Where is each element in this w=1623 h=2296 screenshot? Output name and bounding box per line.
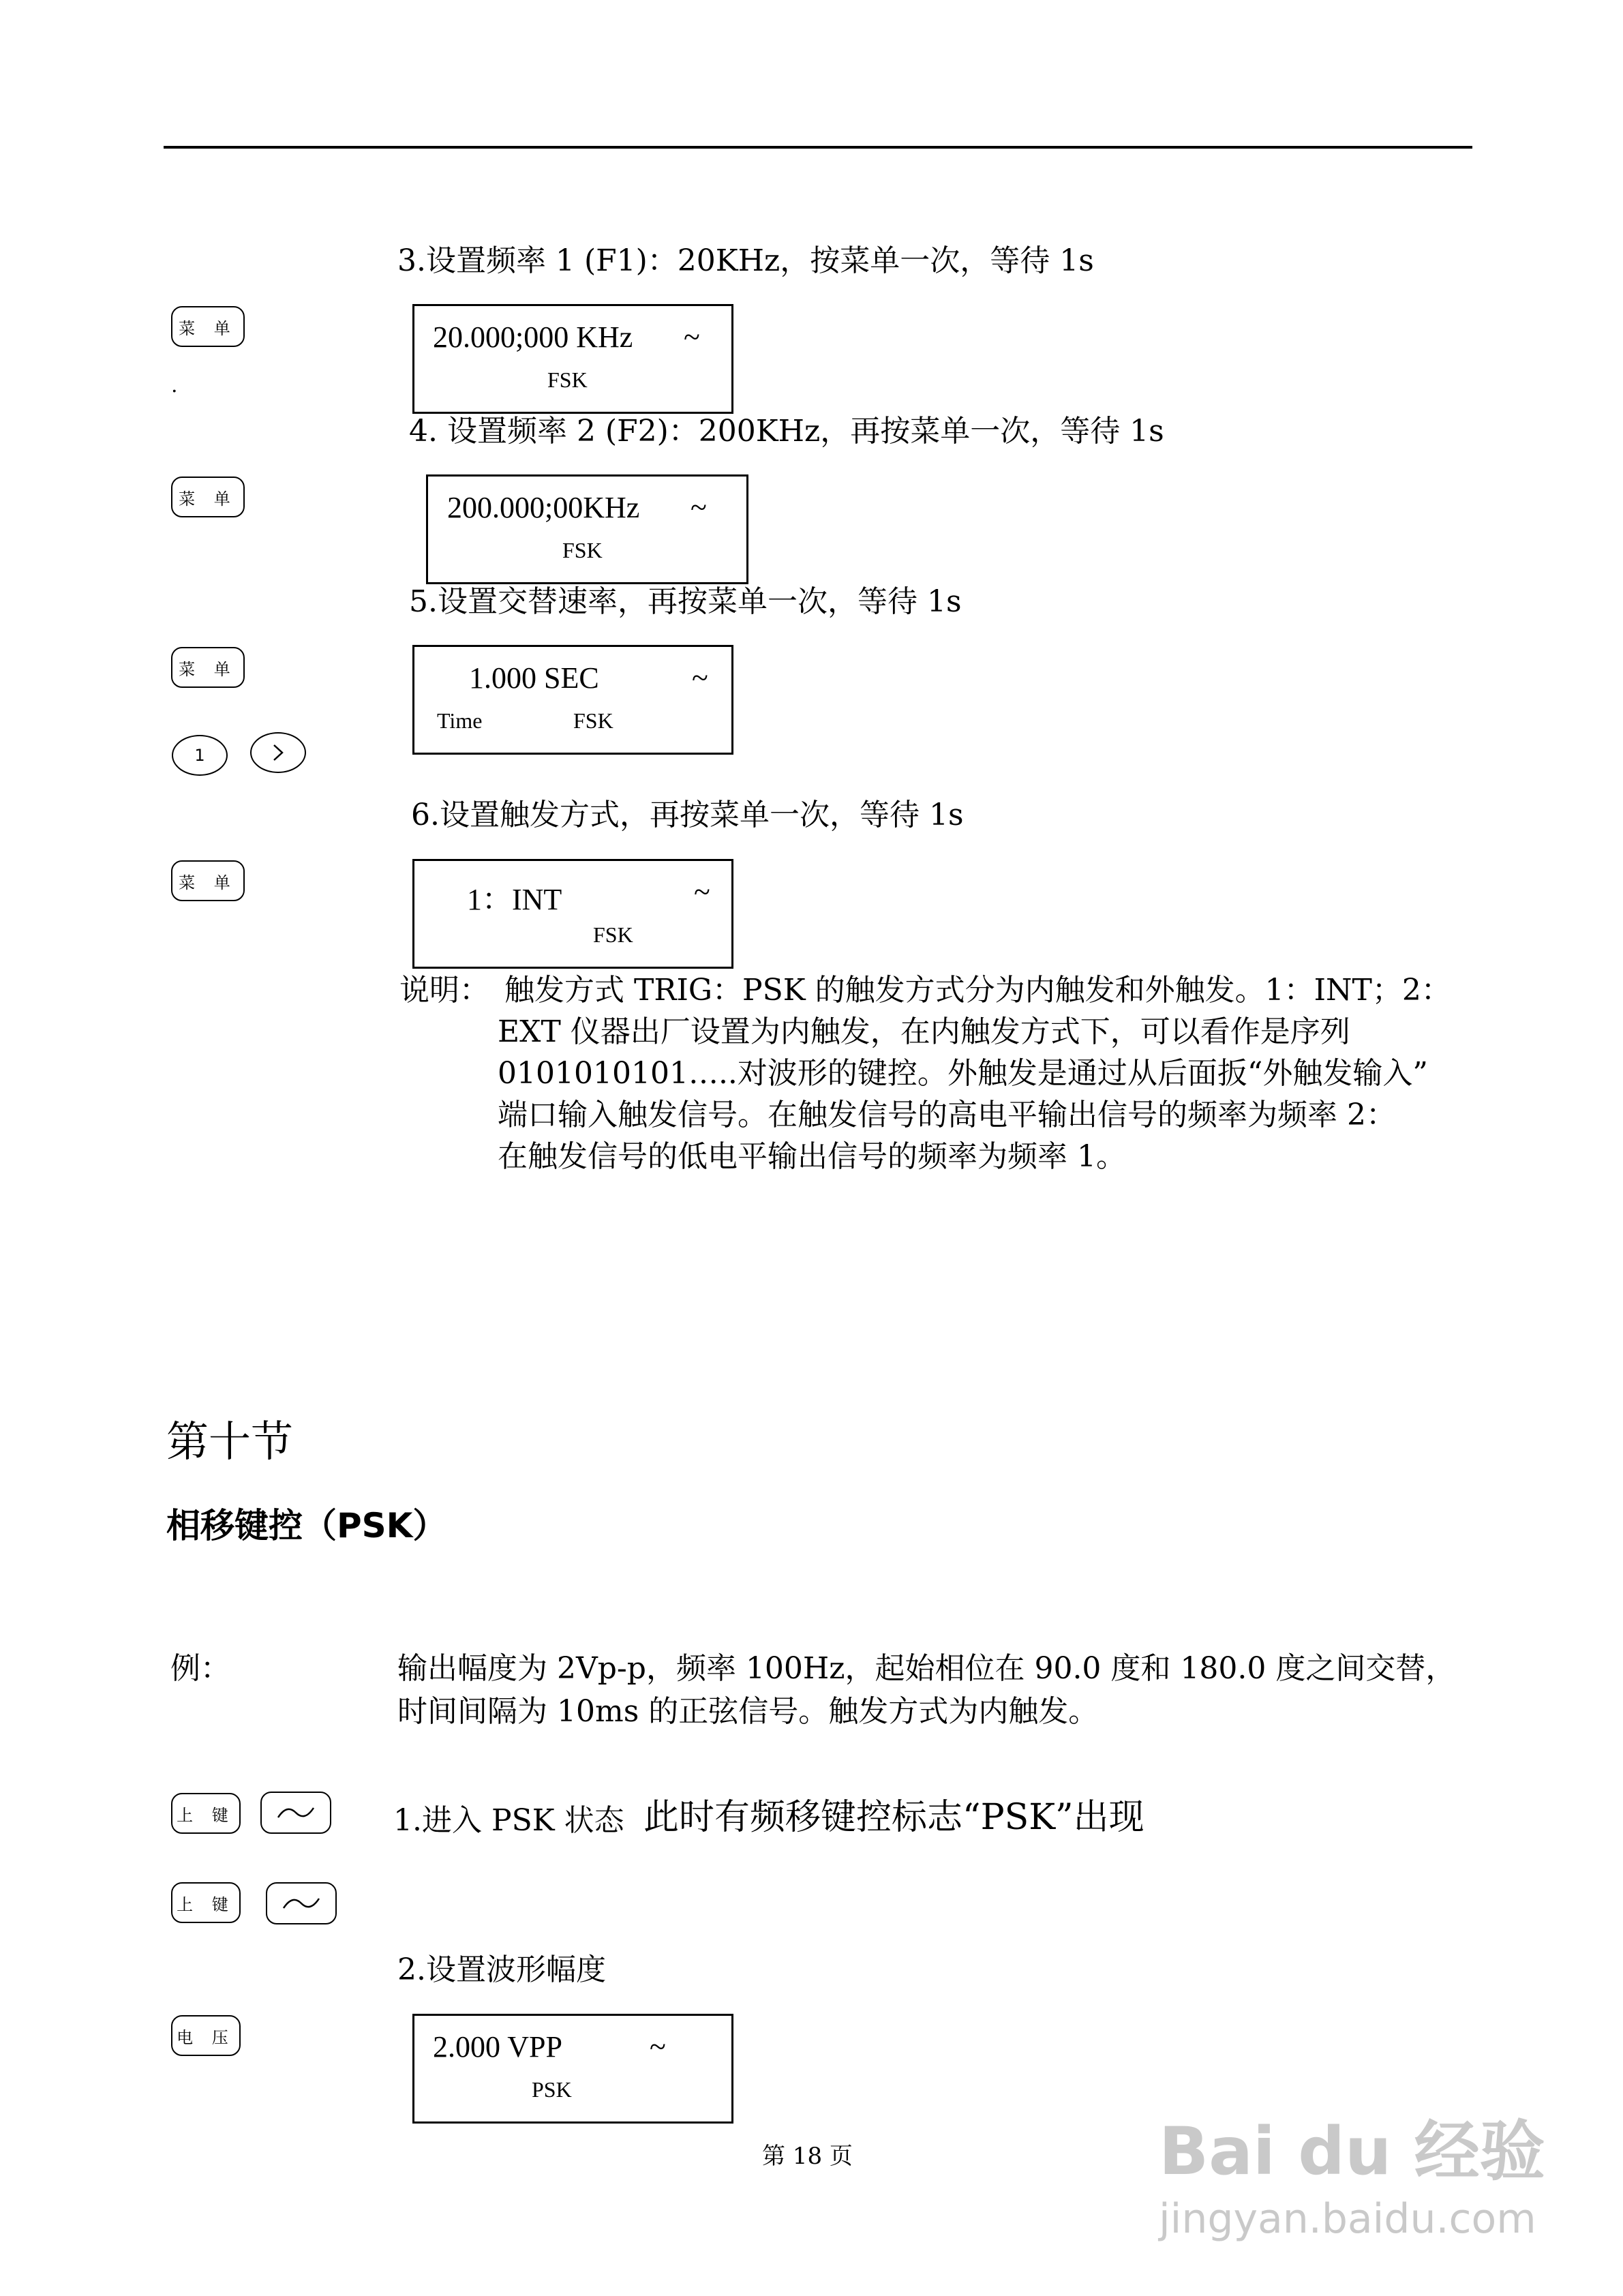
- page-number: 第 18 页: [762, 2143, 853, 2170]
- lcd-tilde: ~: [684, 320, 700, 354]
- step-3-text: 3.设置频率 1 (F1)：20KHz，按菜单一次，等待 1s: [397, 243, 1094, 278]
- lcd-line1: 2.000 VPP: [433, 2030, 562, 2064]
- lcd-line1: 1：INT: [467, 883, 562, 916]
- psk-step-2-text: 2.设置波形幅度: [397, 1952, 606, 1987]
- menu-key[interactable]: 菜 单: [171, 647, 245, 688]
- stray-dot: .: [171, 374, 178, 397]
- lcd-tilde: ~: [691, 491, 707, 524]
- sine-wave-key[interactable]: [266, 1882, 337, 1924]
- shift-key[interactable]: 上 键: [171, 1882, 241, 1923]
- lcd-tilde: ~: [692, 661, 708, 695]
- lcd-display-trigger: [412, 859, 733, 969]
- note-line-2: EXT 仪器出厂设置为内触发，在内触发方式下，可以看作是序列: [498, 1014, 1350, 1049]
- right-arrow-key[interactable]: [250, 732, 306, 773]
- lcd-tilde: ~: [650, 2030, 666, 2064]
- lcd-tilde: ~: [694, 875, 710, 909]
- sine-wave-key[interactable]: [260, 1792, 331, 1834]
- section-subtitle: 相移键控（PSK）: [166, 1506, 447, 1545]
- shift-key[interactable]: 上 键: [171, 1793, 241, 1834]
- example-label: 例：: [170, 1651, 230, 1686]
- lcd-line2: FSK: [593, 922, 633, 947]
- lcd-display-amplitude: [412, 2014, 733, 2124]
- step-4-text: 4. 设置频率 2 (F2)：200KHz，再按菜单一次，等待 1s: [409, 414, 1164, 449]
- example-line-2: 时间间隔为 10ms 的正弦信号。触发方式为内触发。: [397, 1694, 1099, 1729]
- voltage-key[interactable]: 电 压: [171, 2015, 241, 2056]
- chevron-right-icon: [271, 743, 285, 762]
- lcd-line2-left: Time: [437, 708, 483, 733]
- baidu-watermark-logo: Bai du 经验: [1159, 2113, 1545, 2190]
- psk-step-1-text: 1.进入 PSK 状态: [393, 1803, 624, 1838]
- lcd-display-rate: [412, 645, 733, 755]
- baidu-watermark-url: jingyan.baidu.com: [1159, 2195, 1536, 2243]
- lcd-display-f2: [426, 474, 748, 584]
- note-line-5: 在触发信号的低电平输出信号的频率为频率 1。: [498, 1139, 1126, 1174]
- lcd-line2: FSK: [562, 538, 603, 562]
- header-rule: [164, 146, 1472, 149]
- step-5-text: 5.设置交替速率，再按菜单一次，等待 1s: [409, 584, 962, 619]
- lcd-line2: PSK: [532, 2077, 572, 2102]
- lcd-line1: 1.000 SEC: [469, 661, 599, 695]
- lcd-line2: FSK: [547, 367, 588, 392]
- sine-wave-icon: [275, 1802, 316, 1823]
- menu-key[interactable]: 菜 单: [171, 306, 245, 347]
- lcd-line1: 20.000;000 KHz: [433, 320, 633, 354]
- step-6-text: 6.设置触发方式，再按菜单一次，等待 1s: [411, 798, 964, 832]
- menu-key[interactable]: 菜 单: [171, 860, 245, 901]
- lcd-line1: 200.000;00KHz: [447, 491, 640, 524]
- section-title: 第十节: [166, 1417, 294, 1466]
- lcd-line2-right: FSK: [573, 708, 613, 733]
- psk-step-1-note: 此时有频移键控标志“PSK”出现: [643, 1797, 1144, 1838]
- sine-wave-icon: [281, 1893, 322, 1914]
- note-label: 说明：: [399, 973, 489, 1008]
- lcd-display-f1: [412, 304, 733, 414]
- example-line-1: 输出幅度为 2Vp-p，频率 100Hz，起始相位在 90.0 度和 180.0 度之间交替，: [397, 1651, 1456, 1686]
- note-line-3: 0101010101…..对波形的键控。外触发是通过从后面扳“外触发输入”: [498, 1056, 1428, 1091]
- digit-1-key[interactable]: 1: [172, 735, 228, 776]
- menu-key[interactable]: 菜 单: [171, 477, 245, 517]
- note-line-4: 端口输入触发信号。在触发信号的高电平输出信号的频率为频率 2：: [498, 1098, 1396, 1132]
- note-line-1: 触发方式 TRIG：PSK 的触发方式分为内触发和外触发。1：INT；2：: [504, 973, 1451, 1008]
